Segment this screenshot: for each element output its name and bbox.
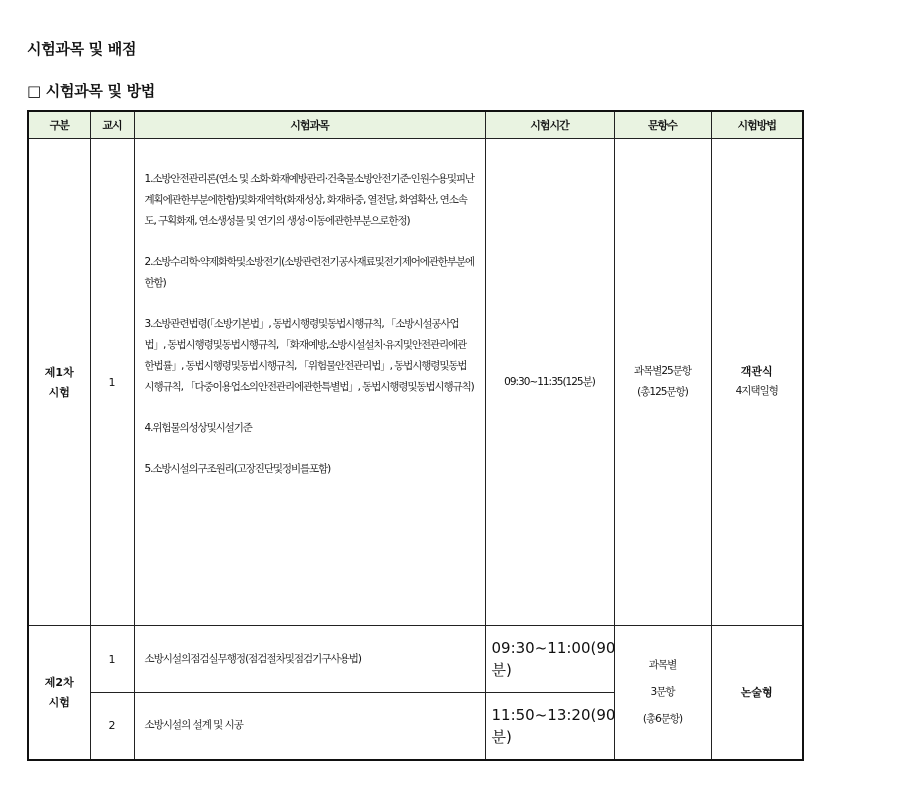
round2-time: 11:50~13:20(90분) [485, 693, 614, 760]
header-cell: 교시 [90, 111, 134, 139]
header-cell: 시험방법 [711, 111, 803, 139]
round2-method: 논술형 [711, 626, 803, 760]
subject-item: 4.위험물의성상및시설기준 [144, 422, 252, 434]
round1-method-line1: 객관식 [740, 364, 773, 378]
header-cell: 구분 [28, 111, 90, 139]
round1-label-line1: 제1차 [44, 366, 74, 379]
round1-label-line2: 시험 [48, 386, 70, 399]
round2-subject: 소방시설의점검실무행정(점검절차및점검기구사용법) [134, 626, 485, 693]
round2-label [28, 626, 90, 760]
round1-period: 1 [90, 139, 134, 626]
header-row [28, 111, 803, 139]
round1-label [28, 139, 90, 626]
round2-subject: 소방시설의 설계 및 시공 [134, 693, 485, 760]
round1-questions-line2: (총125문항) [637, 386, 688, 398]
page-title: 시험과목 및 배점 [27, 40, 137, 58]
round2-questions-line3: (총6문항) [642, 712, 683, 725]
subject-item: 5.소방시설의구조원리(고장진단및정비를포함) [144, 463, 331, 475]
round1-questions [614, 139, 711, 626]
subject-item: 3.소방관련법령(「소방기본법」, 동법시행령및동법시행규칙, 「소방시설공사업법」, 동법시행령및동법시행규칙, 「화재예방,소방시설설치·유지및안전관리에관한법률」, 동법시행령및동법시행규칙, 「위험물안전관리법」, 동법시행령및동법시행규칙, 「다중이용업소의안전관리에관한특별법」, 동법시행령및동법시행규칙) [144, 318, 474, 393]
round2-row-1 [28, 626, 803, 693]
section-title: □ 시험과목 및 방법 [27, 82, 155, 100]
round2-period: 2 [90, 693, 134, 760]
round2-label-line2: 시험 [48, 696, 70, 710]
round1-method-line2: 4지택일형 [735, 384, 778, 397]
header-cell: 시험시간 [485, 111, 614, 139]
round1-questions-line1: 과목별25문항 [633, 365, 692, 377]
round1-time: 09:30~11:35(125분) [485, 139, 614, 626]
round2-questions-line1: 과목별 [648, 658, 677, 671]
round2-questions [614, 626, 711, 760]
round2-time: 09:30~11:00(90분) [485, 626, 614, 693]
round1-row [28, 139, 803, 626]
header-cell: 시험과목 [134, 111, 485, 139]
round2-label-line1: 제2차 [44, 676, 74, 690]
round1-subjects [134, 139, 485, 626]
round2-period: 1 [90, 626, 134, 693]
exam-table [27, 110, 804, 761]
subject-item: 1.소방안전관리론(연소 및 소화·화재예방관리·건축물소방안전기준·인원수용및피난계획에관한부분에한함)및화재역학(화재성상, 화재하중, 열전달, 화염확산, 연소속도, 구획화재, 연소생성물 및 연기의 생성·이동에관한부분으로한정) [144, 173, 474, 227]
subject-item: 2.소방수리학·약제화학및소방전기(소방관련전기공사재료및전기제어에관한부분에한함) [144, 256, 475, 289]
round1-method [711, 139, 803, 626]
header-cell: 문항수 [614, 111, 711, 139]
round2-questions-line2: 3문항 [650, 685, 675, 698]
